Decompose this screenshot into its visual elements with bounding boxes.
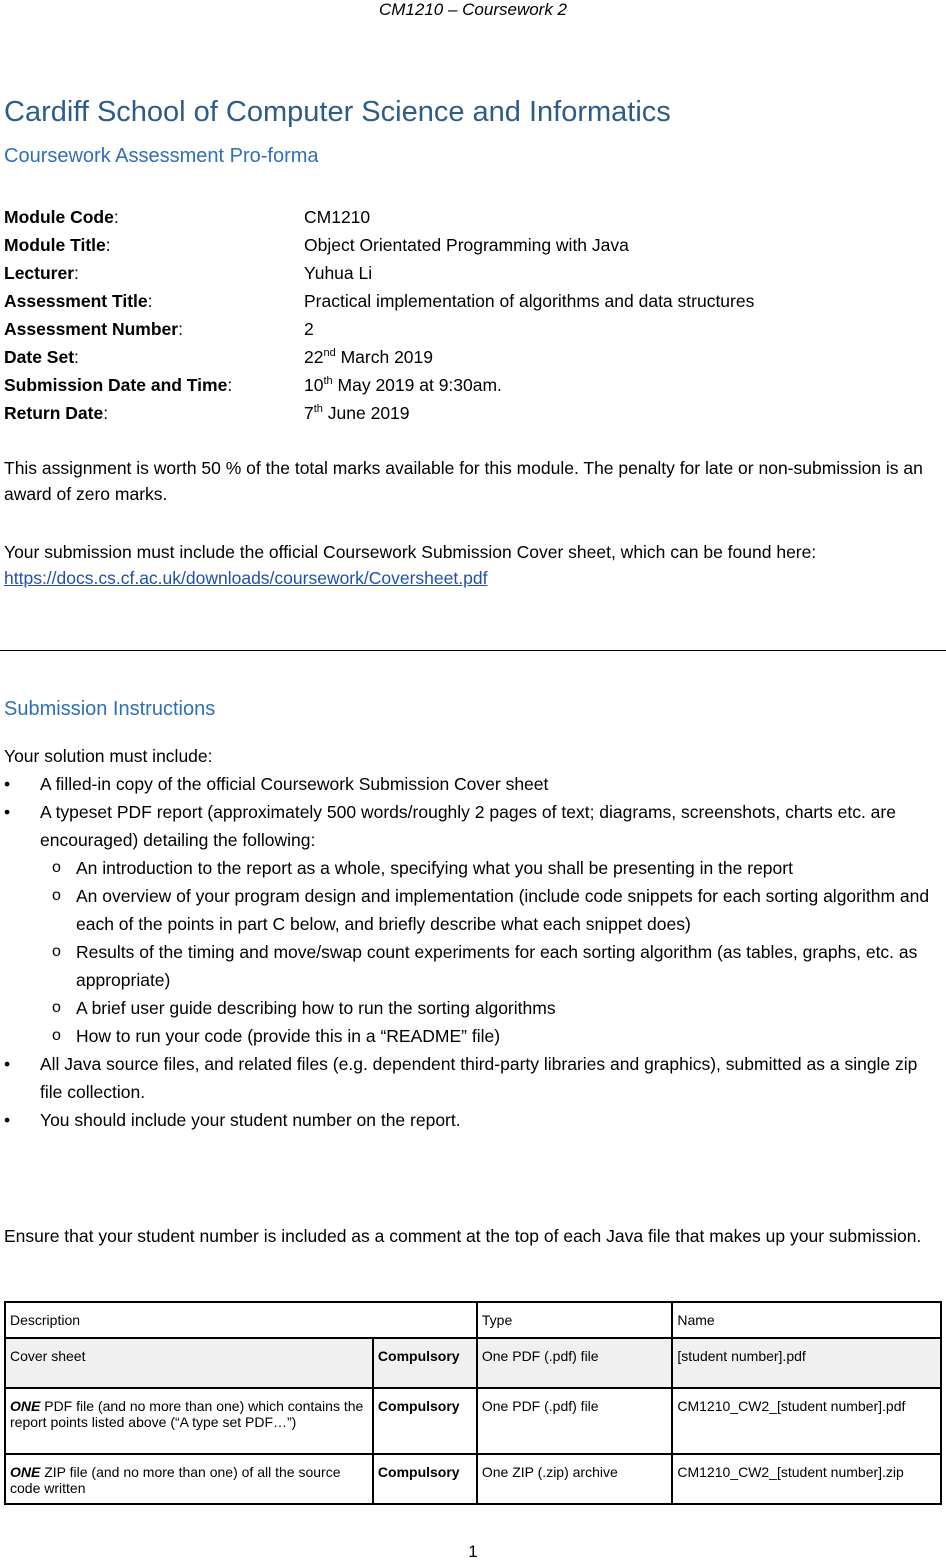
list-item: • A filled-in copy of the official Coursework Submission Cover sheet — [4, 770, 939, 798]
lecturer-row: Lecturer: Yuhua Li — [4, 263, 373, 283]
coversheet-paragraph — [4, 539, 934, 591]
list-item: • You should include your student number on the report. — [4, 1106, 939, 1134]
cell-description: ONE ZIP file (and no more than one) of all the source code written — [5, 1454, 373, 1504]
module-details — [4, 203, 755, 427]
coversheet-link[interactable]: https://docs.cs.cf.ac.uk/downloads/coursework/Coversheet.pdf — [4, 568, 488, 588]
coversheet-text: Your submission must include the official Coursework Submission Cover sheet, which can be found here: — [4, 542, 817, 562]
bullet-icon: • — [4, 802, 11, 822]
module-title-row: Module Title: Object Orientated Programming with Java — [4, 235, 629, 255]
sub-list-item: o How to run your code (provide this in a “README” file) — [4, 1022, 939, 1050]
sub-list-item: o A brief user guide describing how to run the sorting algorithms — [4, 994, 939, 1022]
worth-paragraph: This assignment is worth 50 % of the total marks available for this module. The penalty for late or non-submission is an award of zero marks. — [4, 458, 923, 504]
cell-type: One PDF (.pdf) file — [477, 1388, 673, 1454]
table-row — [5, 1338, 941, 1388]
header-type: Type — [477, 1302, 673, 1338]
cell-requirement: Compulsory — [373, 1388, 477, 1454]
cell-name: CM1210_CW2_[student number].zip — [672, 1454, 941, 1504]
page-header: CM1210 – Coursework 2 — [378, 0, 568, 19]
cell-description: ONE PDF file (and no more than one) which contains the report points listed above (“A type set PDF…”) — [5, 1388, 373, 1454]
page-number: 1 — [468, 1542, 478, 1561]
requirements-list — [4, 742, 939, 1134]
header-name: Name — [672, 1302, 941, 1338]
must-include-text: Your solution must include: — [4, 746, 213, 766]
circle-bullet-icon: o — [52, 859, 61, 876]
cell-name: [student number].pdf — [672, 1338, 941, 1388]
cell-type: One ZIP (.zip) archive — [477, 1454, 673, 1504]
circle-bullet-icon: o — [52, 887, 61, 904]
ensure-paragraph: Ensure that your student number is included as a comment at the top of each Java file that makes up your submission. — [4, 1226, 922, 1246]
instructions-heading: Submission Instructions — [4, 698, 216, 720]
cell-name: CM1210_CW2_[student number].pdf — [672, 1388, 941, 1454]
submission-date-row: Submission Date and Time: 10th May 2019 at 9:30am. — [4, 375, 502, 395]
bullet-icon: • — [4, 774, 11, 794]
assessment-title-row: Assessment Title: Practical implementation of algorithms and data structures — [4, 291, 755, 311]
bullet-icon: • — [4, 1110, 11, 1130]
sub-list-item: o Results of the timing and move/swap count experiments for each sorting algorithm (as tables, graphs, etc. as appropriate) — [4, 938, 939, 994]
table-row — [5, 1388, 941, 1454]
cell-requirement: Compulsory — [373, 1338, 477, 1388]
cell-description: Cover sheet — [5, 1338, 373, 1388]
table-row — [5, 1454, 941, 1504]
header-description: Description — [5, 1302, 477, 1338]
section-divider — [0, 650, 946, 651]
bullet-icon: • — [4, 1054, 11, 1074]
circle-bullet-icon: o — [52, 1027, 61, 1044]
proforma-heading: Coursework Assessment Pro-forma — [4, 145, 319, 167]
circle-bullet-icon: o — [52, 999, 61, 1016]
cell-requirement: Compulsory — [373, 1454, 477, 1504]
submission-table — [4, 1301, 942, 1505]
circle-bullet-icon: o — [52, 943, 61, 960]
module-code-row: Module Code: CM1210 — [4, 207, 371, 227]
date-set-row: Date Set: 22nd March 2019 — [4, 347, 433, 367]
assessment-number-row: Assessment Number: 2 — [4, 319, 314, 339]
list-item: • A typeset PDF report (approximately 500 words/roughly 2 pages of text; diagrams, screenshots, charts etc. are encouraged) detailing the following: — [4, 798, 939, 854]
school-title: Cardiff School of Computer Science and Informatics — [4, 96, 671, 128]
sub-list-item: o An overview of your program design and implementation (include code snippets for each sorting algorithm and each of the points in part C below, and briefly describe what each snippet does) — [4, 882, 939, 938]
cell-type: One PDF (.pdf) file — [477, 1338, 673, 1388]
return-date-row: Return Date: 7th June 2019 — [4, 403, 410, 423]
sub-list-item: o An introduction to the report as a whole, specifying what you shall be presenting in the report — [4, 854, 939, 882]
list-item: • All Java source files, and related files (e.g. dependent third-party libraries and graphics), submitted as a single zip file collection. — [4, 1050, 939, 1106]
table-header-row — [5, 1302, 941, 1338]
